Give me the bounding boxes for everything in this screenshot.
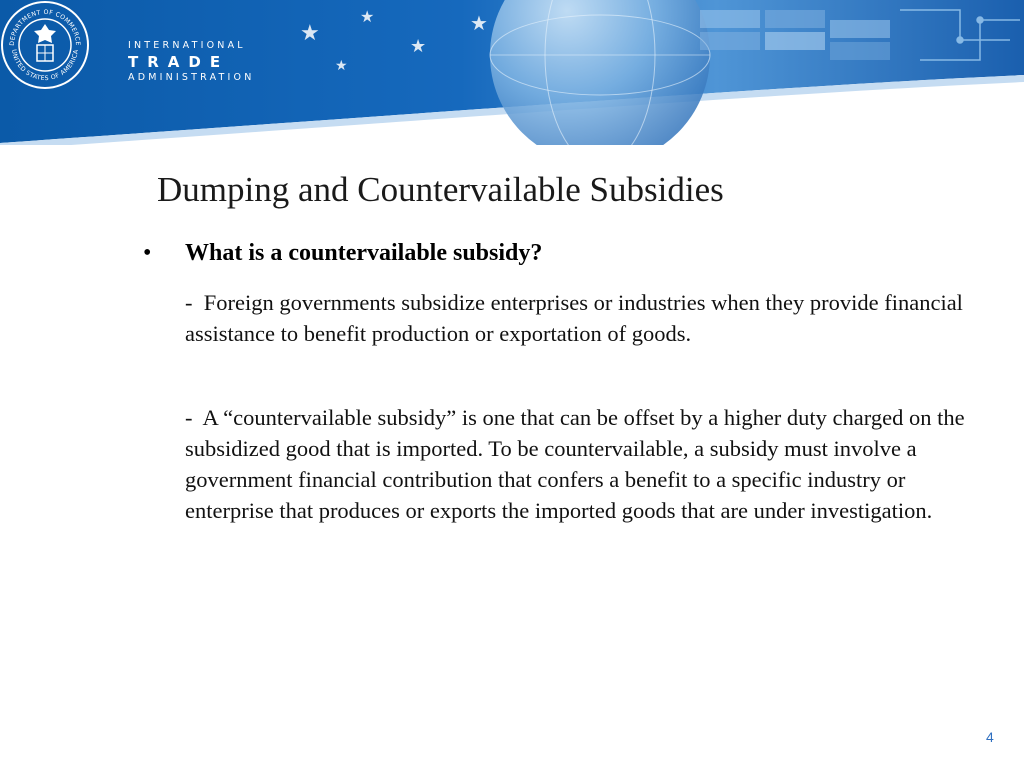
agency-wordmark xyxy=(128,40,255,84)
agency-line-trade: TRADE xyxy=(128,53,230,71)
svg-text:★: ★ xyxy=(335,59,348,74)
page-number: 4 xyxy=(986,729,994,745)
svg-text:★: ★ xyxy=(470,13,488,35)
svg-text:UNITED STATES OF AMERICA: UNITED STATES OF AMERICA xyxy=(10,48,80,83)
paragraph-countervailable-text: A “countervailable subsidy” is one that can be offset by a higher duty charged on the subsidized good that is imported. To be countervailable, a subsidy must involve a government financial contribution that confers a benefit to a specific industry or enterprise that produces or exports the imported goods that are under investigation. xyxy=(185,405,965,523)
dash-marker: - xyxy=(185,290,204,315)
paragraph-definition xyxy=(185,287,975,349)
svg-text:★: ★ xyxy=(410,36,427,56)
slide-title: Dumping and Countervailable Subsidies xyxy=(157,170,724,209)
header-banner xyxy=(0,0,1024,145)
globe-graphic xyxy=(490,0,710,145)
svg-text:★: ★ xyxy=(300,20,320,45)
agency-line-international: INTERNATIONAL xyxy=(128,40,246,51)
paragraph-definition-text: Foreign governments subsidize enterprises or industries when they provide financial assistance to benefit production or exportation of goods. xyxy=(185,290,963,346)
bullet-question: What is a countervailable subsidy? xyxy=(185,240,543,266)
paragraph-countervailable xyxy=(185,402,975,526)
bullet-item xyxy=(143,240,973,267)
svg-text:DEPARTMENT OF COMMERCE: DEPARTMENT OF COMMERCE xyxy=(8,8,82,46)
svg-text:★: ★ xyxy=(360,9,375,26)
agency-line-administration: ADMINISTRATION xyxy=(128,72,255,83)
bullet-icon: • xyxy=(143,240,152,266)
dash-marker: - xyxy=(185,405,203,430)
commerce-seal-icon xyxy=(0,0,90,90)
